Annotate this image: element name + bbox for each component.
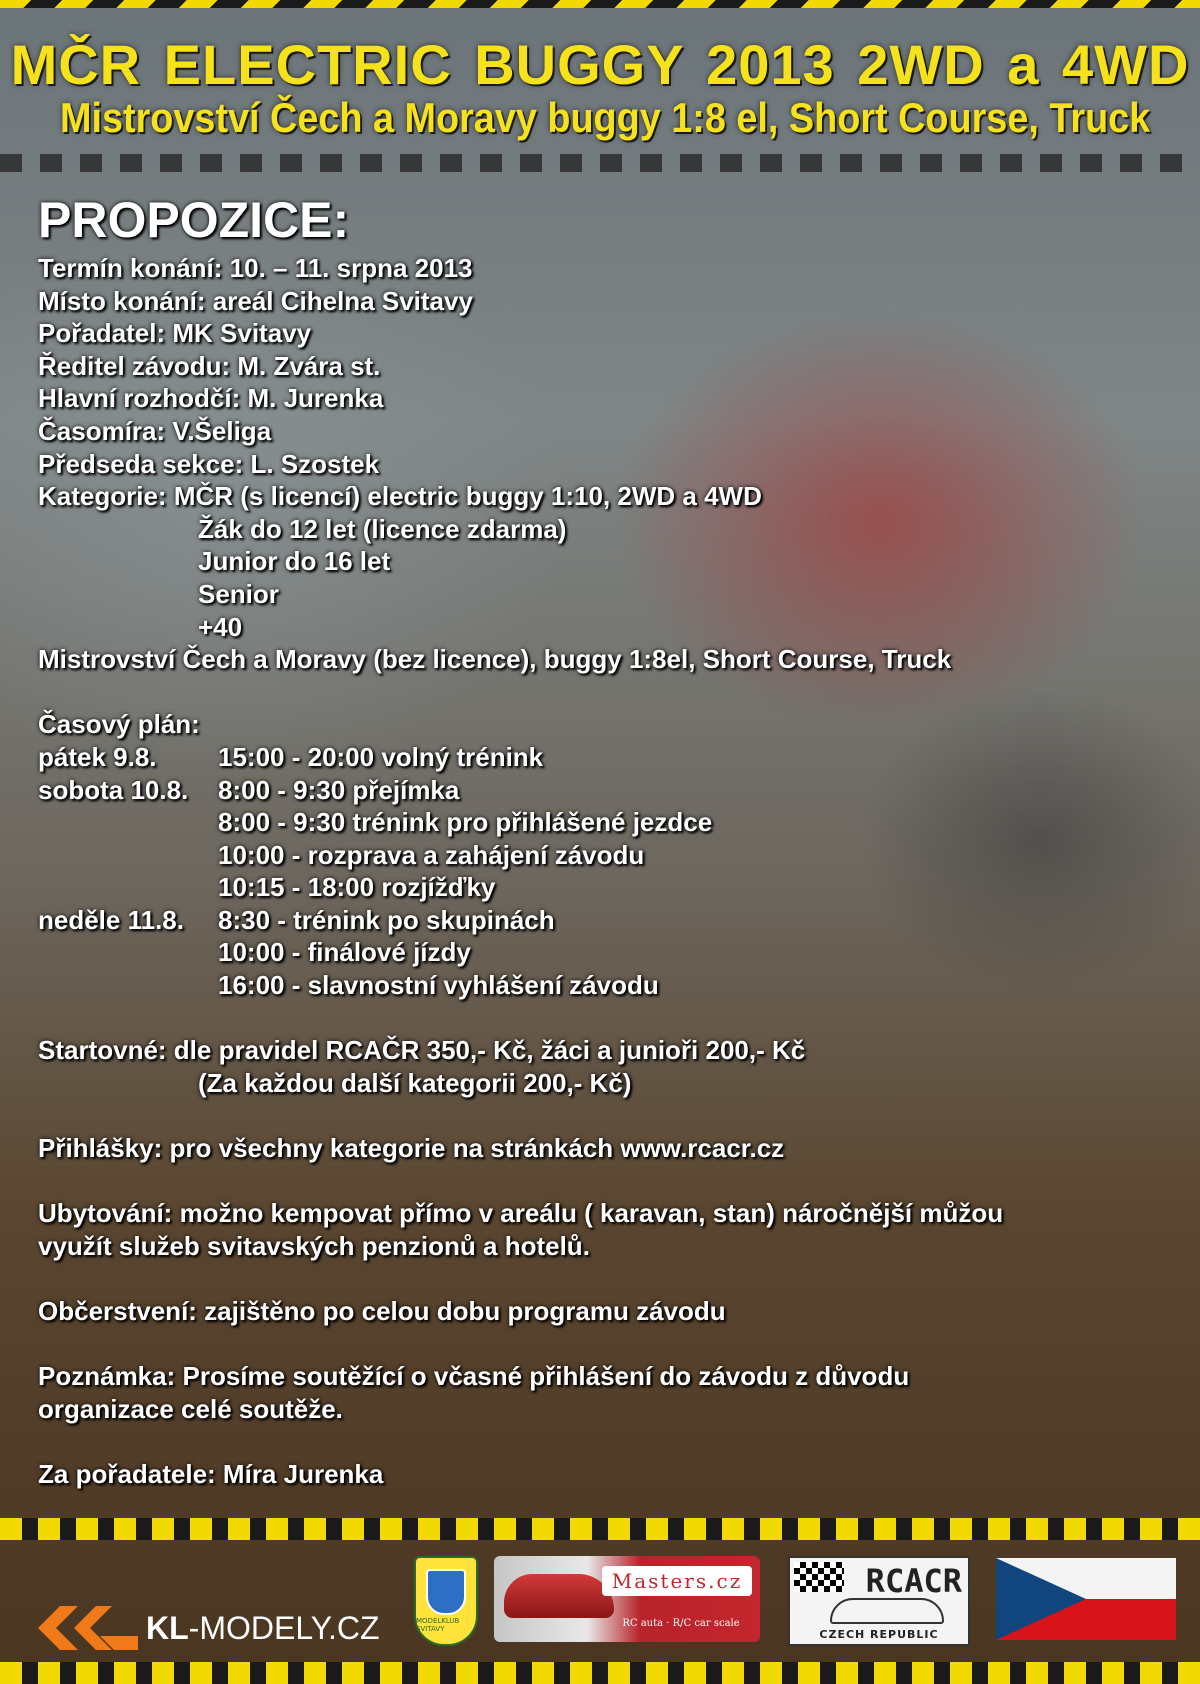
kategorie-item: +40 bbox=[198, 611, 243, 642]
schedule-text: 8:00 - 9:30 přejímka bbox=[218, 774, 460, 805]
misto-line: Místo konání: areál Cihelna Svitavy bbox=[38, 285, 473, 316]
modelklub-svitavy-logo bbox=[414, 1556, 478, 1646]
schedule-day bbox=[38, 806, 218, 839]
schedule-row bbox=[38, 806, 1178, 839]
poznamka-line-2: organizace celé soutěže. bbox=[38, 1393, 343, 1424]
schedule-row bbox=[38, 839, 1178, 872]
event-subtitle: Mistrovství Čech a Moravy buggy 1:8 el, Short Course, Truck bbox=[60, 94, 1151, 141]
schedule-row bbox=[38, 871, 1178, 904]
prihlasky-line: Přihlášky: pro všechny kategorie na stránkách www.rcacr.cz bbox=[38, 1133, 785, 1164]
rcacr-logo bbox=[788, 1556, 970, 1646]
schedule-text: 8:00 - 9:30 trénink pro přihlášené jezdce bbox=[218, 807, 713, 838]
schedule-text: 8:30 - trénink po skupinách bbox=[218, 904, 555, 935]
checkered-flag-icon bbox=[794, 1562, 844, 1592]
schedule-row bbox=[38, 936, 1178, 969]
sponsor-logos bbox=[0, 1548, 1200, 1648]
termin-line: Termín konání: 10. – 11. srpna 2013 bbox=[38, 253, 473, 283]
schedule-text: 10:15 - 18:00 rozjížďky bbox=[218, 872, 496, 903]
schedule-day bbox=[38, 839, 218, 872]
rozhodci-line: Hlavní rozhodčí: M. Jurenka bbox=[38, 383, 384, 414]
rcacr-title: RCACR bbox=[865, 1562, 962, 1600]
kategorie-line bbox=[38, 480, 1178, 513]
masters-name: Masters.cz bbox=[602, 1566, 752, 1596]
signature-line: Za pořadatele: Míra Jurenka bbox=[38, 1458, 384, 1489]
bottom-hazard-stripe bbox=[0, 1662, 1200, 1684]
obcerstveni-line: Občerstvení: zajištěno po celou dobu programu závodu bbox=[38, 1296, 726, 1326]
czech-flag-icon bbox=[996, 1558, 1176, 1640]
ubytovani-line: Ubytování: možno kempovat přímo v areálu ( karavan, stan) náročnější můžou bbox=[38, 1198, 1004, 1229]
schedule-row bbox=[38, 774, 1178, 807]
ubytovani-line-2: využít služeb svitavských penzionů a hotelů. bbox=[38, 1230, 590, 1261]
predseda-line: Předseda sekce: L. Szostek bbox=[38, 448, 380, 479]
kategorie-item: Junior do 16 let bbox=[198, 546, 391, 577]
schedule-day: neděle 11.8. bbox=[38, 904, 184, 935]
middle-hazard-stripe bbox=[0, 1518, 1200, 1540]
poznamka-line: Poznámka: Prosíme soutěžící o včasné přihlášení do závodu z důvodu bbox=[38, 1361, 910, 1392]
mcm-line: Mistrovství Čech a Moravy (bez licence), buggy 1:8el, Short Course, Truck bbox=[38, 644, 952, 675]
propozice-heading: PROPOZICE: bbox=[38, 192, 350, 248]
masters-logo bbox=[494, 1556, 760, 1642]
formula-car-icon bbox=[830, 1598, 944, 1624]
schedule-text: 16:00 - slavnostní vyhlášení závodu bbox=[218, 970, 659, 1001]
kl-modely-logo bbox=[38, 1606, 380, 1650]
schedule-text: 10:00 - rozprava a zahájení závodu bbox=[218, 839, 645, 870]
schedule-day: pátek 9.8. bbox=[38, 741, 157, 772]
schedule-row bbox=[38, 904, 1178, 937]
casomira-line: Časomíra: V.Šeliga bbox=[38, 415, 272, 446]
schedule-day bbox=[38, 969, 218, 1002]
poradatel-line: Pořadatel: MK Svitavy bbox=[38, 318, 312, 349]
schedule-row bbox=[38, 741, 1178, 774]
schedule-text: 15:00 - 20:00 volný trénink bbox=[218, 741, 544, 772]
kategorie-item: Senior bbox=[198, 578, 279, 609]
kategorie-item: Žák do 12 let (licence zdarma) bbox=[198, 513, 567, 544]
top-hazard-stripe bbox=[0, 0, 1200, 8]
kl-domain: -MODELY.CZ bbox=[188, 1609, 380, 1646]
schedule-text: 10:00 - finálové jízdy bbox=[218, 937, 471, 968]
club-name: MODELKLUB SVITAVY bbox=[416, 1617, 460, 1633]
kl-logo-icon bbox=[38, 1606, 138, 1650]
car-icon bbox=[504, 1574, 614, 1618]
club-shield-icon bbox=[426, 1569, 466, 1615]
startovne-line: Startovné: dle pravidel RCAČR 350,- Kč, žáci a junioři 200,- Kč bbox=[38, 1035, 806, 1066]
kategorie-label: Kategorie: bbox=[38, 481, 167, 512]
startovne-note: (Za každou další kategorii 200,- Kč) bbox=[198, 1067, 632, 1098]
schedule-day bbox=[38, 936, 218, 969]
propozice-content bbox=[38, 190, 1178, 1491]
schedule-row bbox=[38, 969, 1178, 1002]
reditel-line: Ředitel závodu: M. Zvára st. bbox=[38, 350, 381, 381]
rcacr-subtitle: CZECH REPUBLIC bbox=[819, 1628, 939, 1641]
schedule-day: sobota 10.8. bbox=[38, 774, 189, 805]
header-divider bbox=[0, 154, 1200, 172]
schedule-day bbox=[38, 871, 218, 904]
kategorie-item: MČR (s licencí) electric buggy 1:10, 2WD a 4WD bbox=[173, 481, 762, 512]
kl-brand: KL bbox=[146, 1609, 189, 1646]
masters-tagline: RC auta · R/C car scale bbox=[622, 1618, 740, 1629]
schedule-heading: Časový plán: bbox=[38, 709, 200, 740]
event-title: MČR ELECTRIC BUGGY 2013 2WD a 4WD bbox=[10, 33, 1190, 96]
